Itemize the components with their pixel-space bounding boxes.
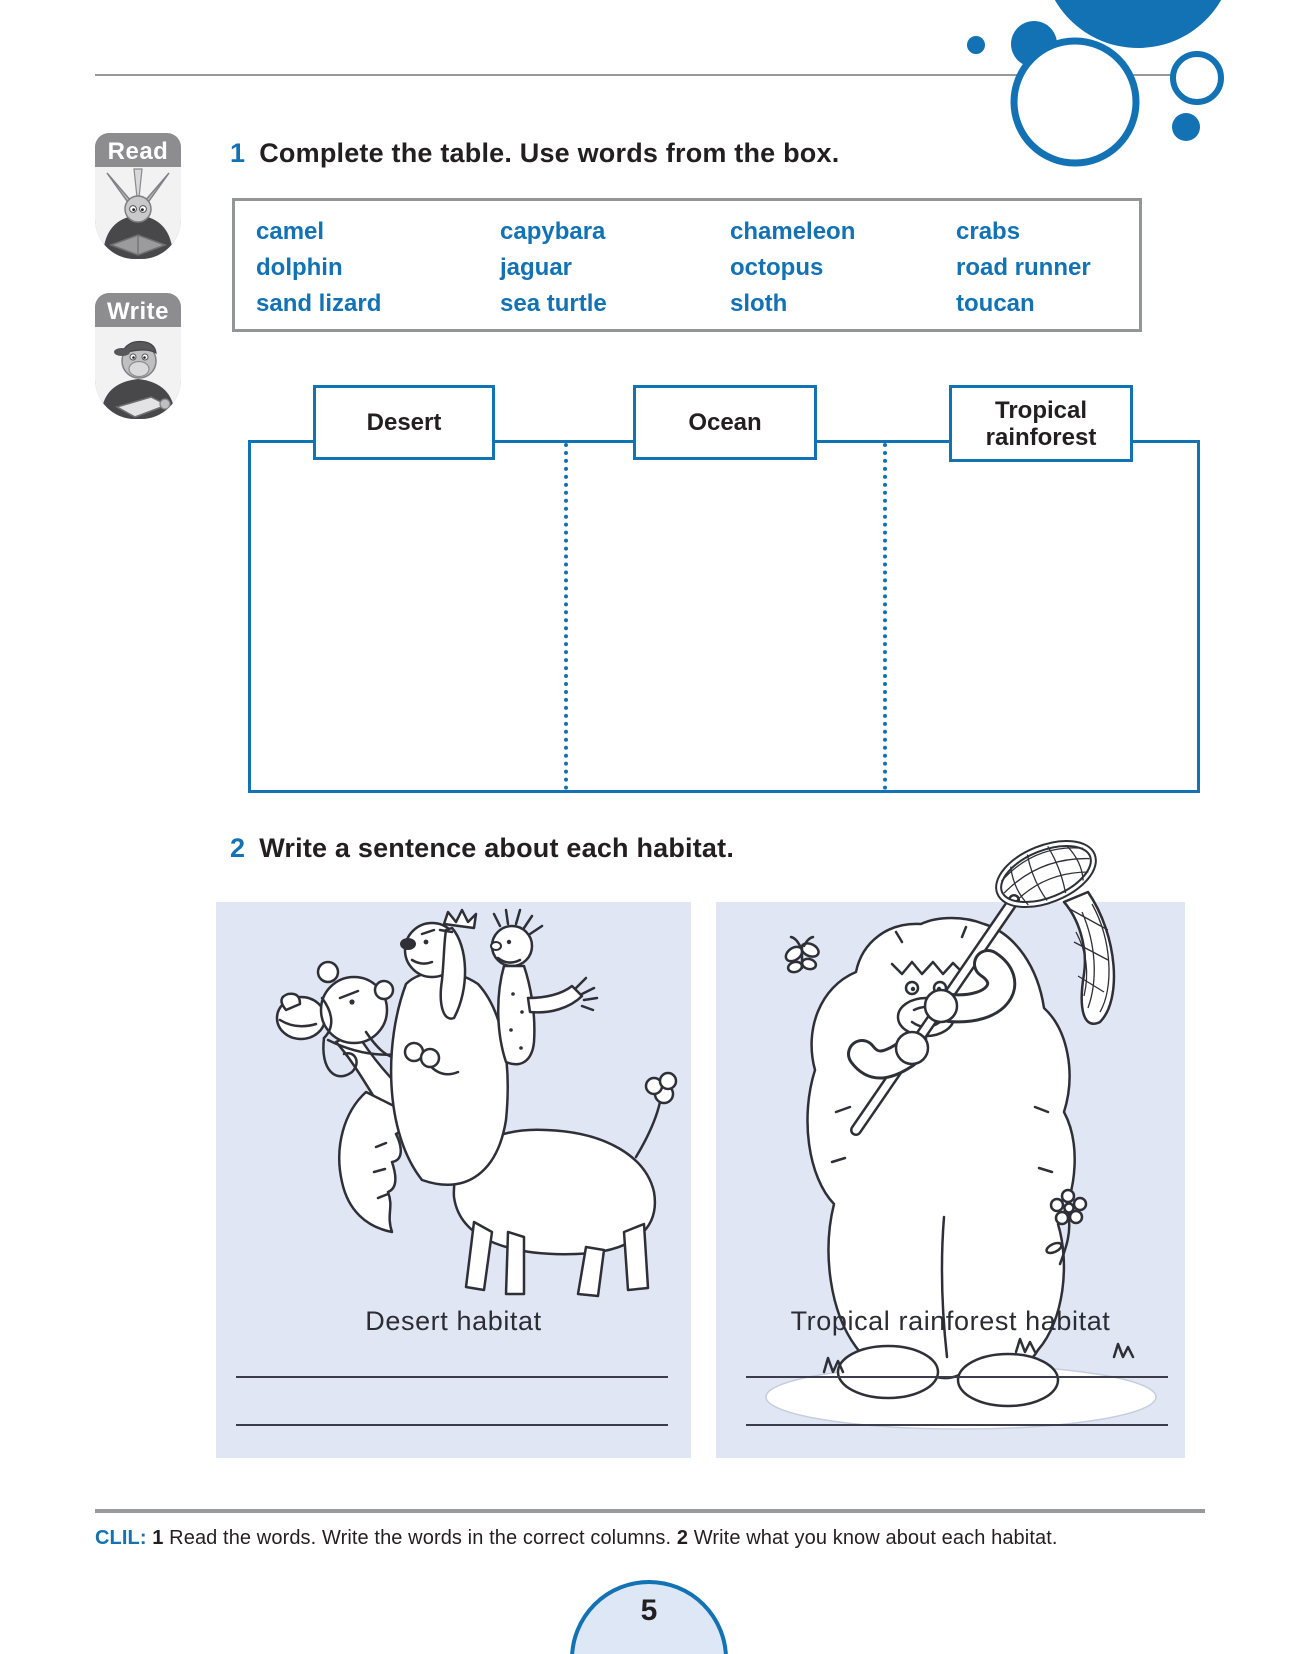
table-header-ocean-label: Ocean [688, 409, 762, 436]
table-column-rainforest[interactable] [887, 443, 1197, 790]
word-item[interactable]: jaguar [500, 254, 573, 281]
exercise1-title: Complete the table. Use words from the box. [259, 138, 840, 168]
word-item[interactable]: capybara [500, 218, 606, 245]
read-badge [95, 133, 181, 259]
word-item[interactable]: dolphin [256, 254, 343, 281]
decor-circle-tiny [967, 36, 985, 54]
clil-note [95, 1527, 1205, 1550]
word-box [232, 198, 1142, 332]
word-item[interactable]: crabs [956, 218, 1021, 245]
table-column-desert[interactable] [251, 443, 564, 790]
read-character-icon [95, 167, 181, 259]
butterfly-icon [783, 937, 821, 974]
write-badge [95, 293, 181, 419]
word-item[interactable]: camel [256, 218, 325, 245]
clil-label: CLIL: [95, 1527, 147, 1549]
word-item[interactable]: sloth [730, 290, 788, 317]
table-header-ocean [633, 385, 817, 460]
exercise1-number: 1 [230, 138, 246, 168]
table-header-rainforest-label: Tropical rainforest [985, 396, 1097, 451]
table-header-desert-label: Desert [366, 409, 442, 436]
word-box-column-4 [956, 214, 1091, 322]
exercise2-title: Write a sentence about each habitat. [259, 833, 735, 863]
clil-step1-number: 1 [152, 1527, 164, 1549]
desert-panel [216, 902, 691, 1458]
page-number: 5 [640, 1594, 658, 1627]
word-box-column-3 [730, 214, 855, 322]
habitat-table [248, 440, 1200, 793]
word-item[interactable]: chameleon [730, 218, 856, 245]
clil-step2-text: Write what you know about each habitat. [693, 1527, 1058, 1549]
decor-circle-small-filled [1172, 113, 1200, 141]
footer-rule [95, 1509, 1205, 1513]
decor-circles [900, 0, 1260, 175]
tail-tuft [646, 1073, 676, 1103]
table-header-desert [313, 385, 495, 460]
clil-step1-text: Read the words. Write the words in the correct columns. [169, 1527, 672, 1549]
word-item[interactable]: sand lizard [256, 290, 382, 317]
yeti-with-butterfly-net-illustration [716, 812, 1185, 1472]
table-header-rainforest [949, 385, 1133, 462]
desert-caption: Desert habitat [365, 1306, 542, 1336]
write-badge-label: Write [106, 298, 170, 325]
writing-line[interactable] [746, 1376, 1168, 1378]
rainforest-caption: Tropical rainforest habitat [790, 1306, 1111, 1336]
word-item[interactable]: road runner [956, 254, 1091, 281]
word-item[interactable]: octopus [730, 254, 824, 281]
exercise2-heading [230, 833, 734, 864]
word-item[interactable]: toucan [956, 290, 1035, 317]
decor-circle-outline-small [1173, 54, 1221, 102]
clil-step2-number: 2 [676, 1527, 689, 1549]
exercise1-heading [230, 138, 839, 169]
word-item[interactable]: sea turtle [500, 290, 607, 317]
word-box-column-1 [256, 214, 381, 322]
rainforest-panel [716, 902, 1185, 1458]
read-badge-label: Read [107, 138, 169, 165]
writing-line[interactable] [236, 1376, 668, 1378]
writing-line[interactable] [236, 1424, 668, 1426]
word-box-column-2 [500, 214, 607, 322]
table-column-ocean[interactable] [568, 443, 881, 790]
writing-line[interactable] [746, 1424, 1168, 1426]
exercise2-number: 2 [230, 833, 246, 863]
write-character-icon [95, 327, 181, 419]
decor-circle-outline-large [1014, 41, 1136, 163]
camel-with-riders-illustration [216, 902, 691, 1302]
